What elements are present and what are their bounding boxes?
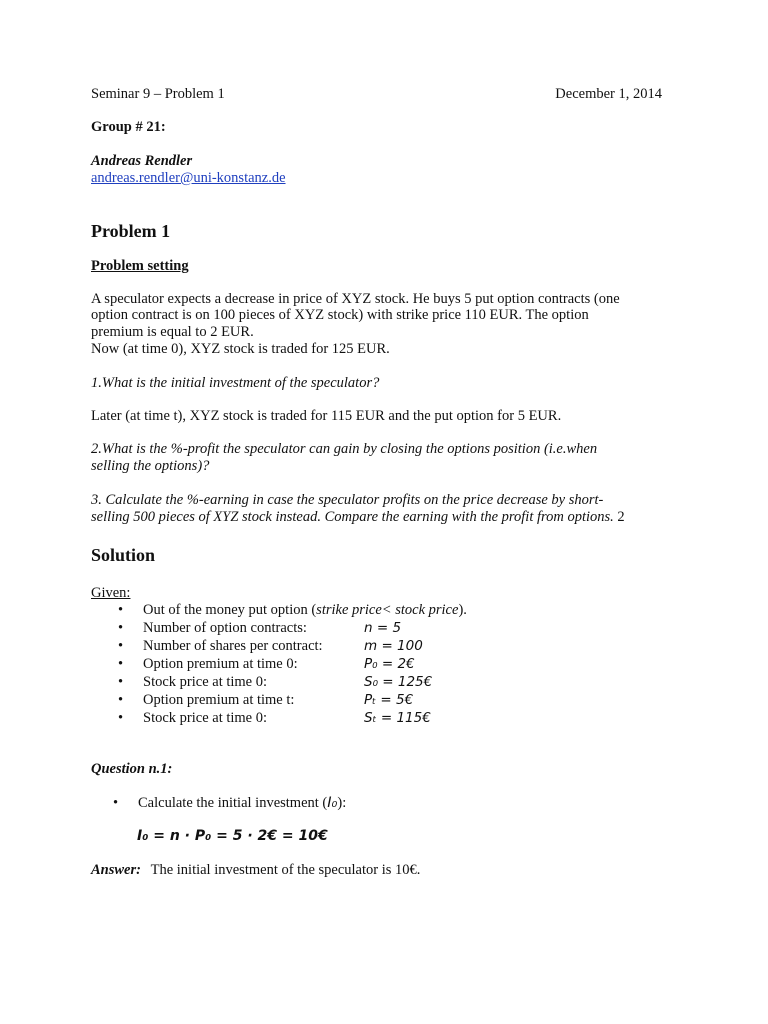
given-text-1: Number of option contracts:	[143, 620, 307, 636]
bullet: •	[118, 620, 124, 636]
given-math-5: Pₜ = 5€	[364, 692, 414, 708]
author-name: Andreas Rendler	[91, 153, 193, 169]
question-3-line-2: selling 500 pieces of XYZ stock instead. Compare the earning with the profit from options.	[91, 509, 614, 525]
given-math-6: Sₜ = 115€	[364, 710, 431, 726]
bullet: •	[118, 674, 124, 690]
calc-item	[91, 795, 671, 812]
bullet: •	[118, 656, 124, 672]
given-item	[91, 710, 671, 727]
later-statement: Later (at time t), XYZ stock is traded for 115 EUR and the put option for 5 EUR.	[91, 408, 562, 424]
setting-line-4: Now (at time 0), XYZ stock is traded for 125 EUR.	[91, 341, 390, 357]
given-text-6: Stock price at time 0:	[143, 710, 268, 726]
given-text-4: Stock price at time 0:	[143, 674, 268, 690]
question-3-line-2-row	[91, 509, 625, 526]
problem-title: Problem 1	[91, 221, 171, 241]
given-text-2: Number of shares per contract:	[143, 638, 323, 654]
answer-label: Answer:	[91, 862, 141, 878]
bullet: •	[118, 638, 124, 654]
header-row	[91, 86, 671, 103]
calc-text: Calculate the initial investment (	[138, 795, 328, 811]
setting-line-1: A speculator expects a decrease in price of XYZ stock. He buys 5 put option contracts (one	[91, 291, 620, 307]
setting-line-2: option contract is on 100 pieces of XYZ stock) with strike price 110 EUR. The option	[91, 307, 589, 323]
given-item	[91, 638, 671, 655]
given-item	[91, 692, 671, 709]
question-label: Question n.1:	[91, 761, 173, 777]
header-date: December 1, 2014	[555, 86, 662, 102]
given-math-4: S₀ = 125€	[364, 674, 433, 690]
given-math-3: P₀ = 2€	[364, 656, 415, 672]
answer-row	[91, 862, 420, 879]
problem-setting-heading: Problem setting	[91, 258, 189, 274]
group-label: Group # 21:	[91, 119, 166, 135]
question-2-line-2: selling the options)?	[91, 458, 210, 474]
given-math-2: m = 100	[364, 638, 423, 654]
bullet: •	[118, 710, 124, 726]
author-email-row	[91, 170, 286, 187]
bullet: •	[118, 692, 124, 708]
calc-text-row	[138, 795, 346, 812]
given-item	[91, 674, 671, 691]
formula: I₀ = n · P₀ = 5 · 2€ = 10€	[137, 828, 328, 844]
given-text-5: Option premium at time t:	[143, 692, 295, 708]
question-3-trailing: 2	[617, 509, 625, 525]
question-3-line-1: 3. Calculate the %-earning in case the speculator profits on the price decrease by short-	[91, 492, 604, 508]
given-text-3: Option premium at time 0:	[143, 656, 298, 672]
calc-symbol: I₀	[327, 795, 338, 811]
given-text-0-main: Out of the money put option (	[143, 602, 317, 618]
given-math-1: n = 5	[364, 620, 402, 636]
given-item	[91, 602, 671, 619]
document-page	[91, 0, 671, 1024]
bullet: •	[113, 795, 119, 811]
question-2-line-1: 2.What is the %-profit the speculator can gain by closing the options position (i.e.when	[91, 441, 598, 457]
given-item	[91, 656, 671, 673]
given-label: Given:	[91, 585, 131, 601]
given-text-0-italic: strike price< stock price	[316, 602, 459, 618]
calc-tail: ):	[337, 795, 347, 811]
question-1: 1.What is the initial investment of the speculator?	[91, 375, 380, 391]
setting-line-3: premium is equal to 2 EUR.	[91, 324, 254, 340]
author-email-link[interactable]: andreas.rendler@uni-konstanz.de	[91, 170, 286, 186]
answer-text: The initial investment of the speculator is 10€.	[150, 862, 421, 878]
given-text-0-tail: ).	[458, 602, 467, 618]
solution-title: Solution	[91, 545, 156, 565]
bullet: •	[118, 602, 124, 618]
given-text-0	[143, 602, 467, 619]
given-item	[91, 620, 671, 637]
header-left: Seminar 9 – Problem 1	[91, 86, 225, 102]
